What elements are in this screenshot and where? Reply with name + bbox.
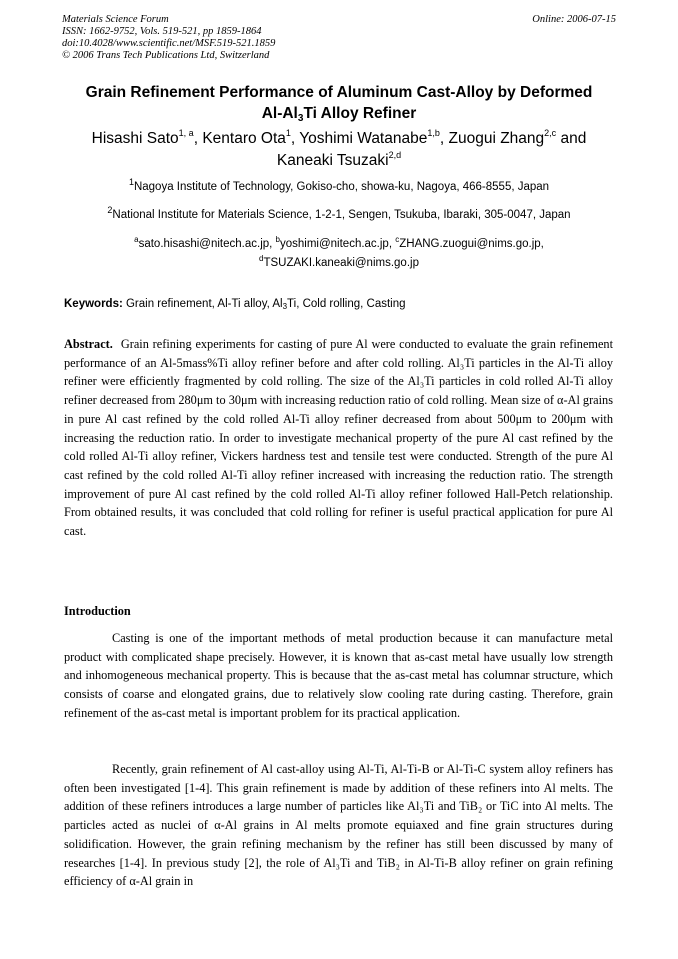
journal-name: Materials Science Forum (62, 14, 169, 25)
journal-issn: ISSN: 1662-9752, Vols. 519-521, pp 1859-1864 (62, 26, 262, 37)
author-affil-mark: 2,d (388, 150, 402, 160)
author-name: Zuogui Zhang (448, 130, 545, 147)
email-link[interactable]: ZHANG.zuogui@nims.go.jp, (399, 238, 544, 250)
section-heading: Introduction (64, 604, 131, 618)
affiliation-1: $^1$Nagoya Institute of Technology, Gokiso-cho, showa-ku, Nagoya, 466-8555, Japan (128, 177, 550, 193)
keywords-label: Keywords: (64, 298, 123, 310)
email-link[interactable]: yoshimi@nitech.ac.jp, (280, 238, 396, 250)
affiliation-2: $^2$National Institute for Materials Science, 1-2-1, Sengen, Tsukuba, Ibaraki, 305-0047, Japan (107, 205, 571, 221)
email-link[interactable]: sato.hisashi@nitech.ac.jp, (138, 238, 276, 250)
author-name: Hisashi Sato (91, 130, 179, 147)
author-name: Kentaro Ota (202, 130, 286, 147)
paper-title (60, 82, 618, 124)
author-affil-mark: 1,b (427, 128, 440, 138)
intro-paragraph-1: Casting is one of the important methods of metal production because it can manufacture metal product with complicated shape precisely. However, it is known that as-cast metal have usually low strength and inhomogeneous mechanical property. This is because that the as-cast metal has columnar structure, which consists of coarse and elongated grains, due to relatively slow cooling rate during casting. Therefore, grain refinement of the as-cast metal is important problem for its practical application. (64, 631, 613, 720)
abstract-label: Abstract. (64, 337, 113, 351)
author-affil-mark: 1, a (178, 128, 194, 138)
journal-copyright: © 2006 Trans Tech Publications Ltd, Switzerland (62, 50, 270, 61)
title-line-2: $Al-Al_3Ti$ Alloy Refiner (261, 105, 417, 124)
author-affil-mark: 2,c (544, 128, 557, 138)
journal-doi: doi:10.4028/www.scientific.net/MSF.519-521.1859 (62, 38, 276, 49)
author-name: Yoshimi Watanabe (299, 130, 428, 147)
journal-header (62, 14, 275, 62)
email-link[interactable]: TSUZAKI.kaneaki@nims.go.jp (263, 257, 419, 269)
abstract-text: Grain refining experiments for casting of pure Al were conducted to evaluate the grain refinement performance of an Al-5mass%Ti alloy refiner before and after cold rolling. Al₃Ti particles in the Al-Ti alloy refiner were efficiently fragmented by cold rolling. The size of the Al₃Ti particles in cold rolled Al-Ti alloy refiner decreased from 280μm to 30μm with increasing reduction ratio of cold rolling. Mean size of α-Al grains in pure Al cast refined by the cold rolled Al-Ti alloy refiner decreased from about 500μm to 200μm with increasing the reduction ratio. In order to investigate mechanical property of the pure Al cast refined by the cold rolled Al-Ti alloy refiner, Vickers hardness test and tensile test were conducted. Strength of the pure Al cast refined by the cold rolled Al-Ti alloy refiner increased with increasing the reduction ratio. The strength improvement of pure Al cast refined by the cold rolled Al-Ti alloy refiner followed Hall-Petch relationship. From obtained results, it was concluded that cold rolling for refiner is useful practical application for pure Al cast. (64, 337, 613, 539)
author-emails: $^a$sato.hisashi@nitech.ac.jp, $^b$yoshimi@nitech.ac.jp, $^c$ZHANG.zuogui@nims.go.jp, $^d$TSUZAKI.kaneaki@nims.go.jp (134, 235, 544, 269)
online-date: Online: 2006-07-15 (532, 14, 616, 25)
author-list: Hisashi Sato$^{1, a}$, Kentaro Ota$^1$, Yoshimi Watanabe$^{1,b}$, Zuogui Zhang$^{2,c}$ and Kaneaki Tsuzaki$^{2,d}$ (91, 128, 587, 169)
title-line-1: Grain Refinement Performance of Aluminum Cast-Alloy by Deformed (85, 84, 593, 101)
author-name: Kaneaki Tsuzaki (276, 152, 389, 169)
abstract (64, 335, 613, 541)
keywords: Keywords: Grain refinement, Al-Ti alloy, $Al_3Ti$, Cold rolling, Casting (64, 298, 406, 311)
author-affil-mark: 1 (285, 128, 291, 138)
intro-paragraph-2: Recently, grain refinement of Al cast-alloy using Al-Ti, Al-Ti-B or Al-Ti-C system alloy refiners has often been investigated [1-4]. This grain refinement is made by addition of these refiners into Al melts. The addition of these refiners introduces a large number of particles like Al₃Ti and TiB₂ or TiC into Al melts. The particles acted as nuclei of α-Al grains in Al melts promote equiaxed and fine grain structures during solidification. However, the grain refining mechanism by the refiner has still been discussed by many of researches [1-4]. In previous study [2], the role of Al₃Ti and TiB₂ in Al-Ti-B alloy refiner on grain refining efficiency of α-Al grain in (64, 762, 613, 889)
